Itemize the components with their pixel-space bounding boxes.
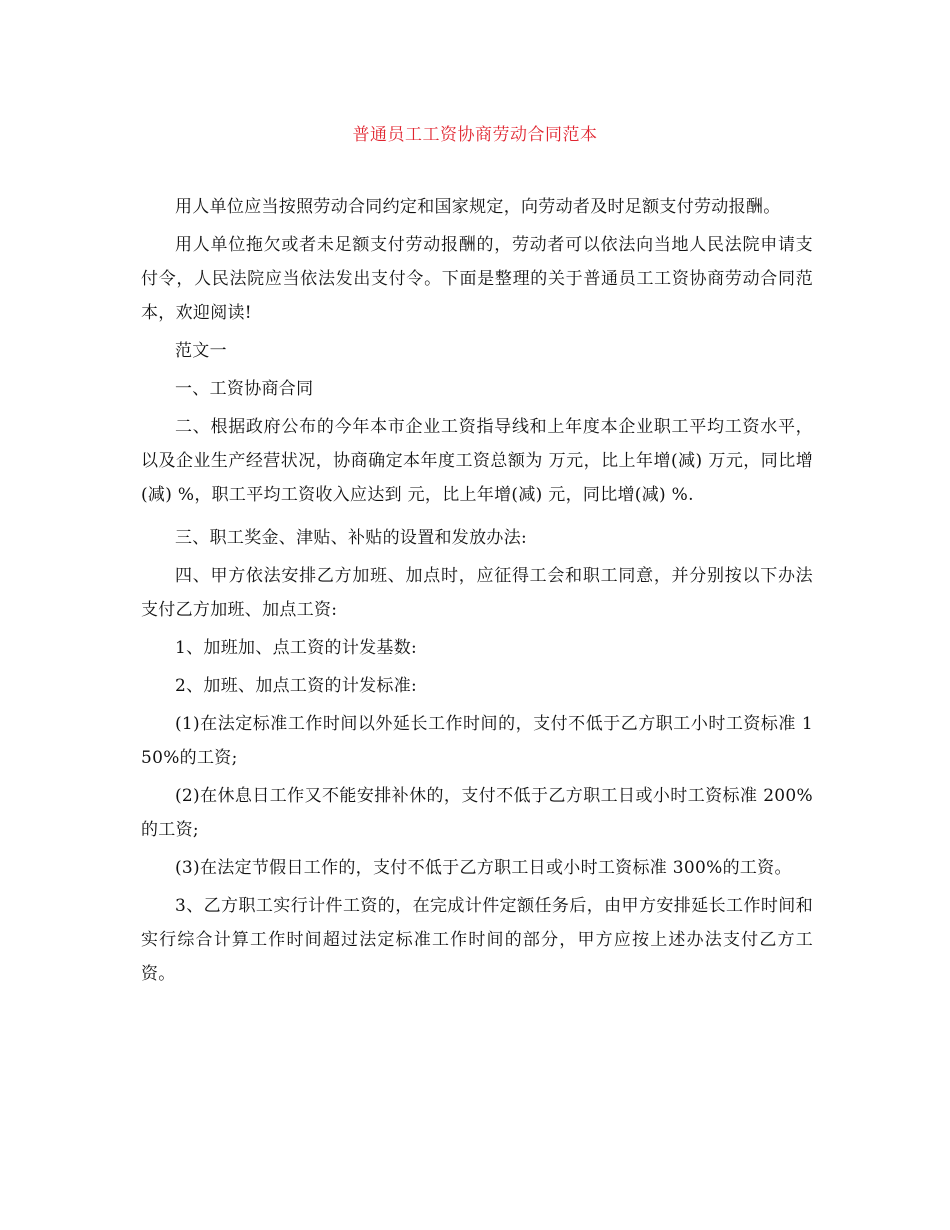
document-title: 普通员工工资协商劳动合同范本: [352, 125, 598, 145]
paragraph-intro-1: 用人单位应当按照劳动合同约定和国家规定，向劳动者及时足额支付劳动报酬。: [175, 197, 781, 217]
clause-4-item-2-sub-2: (2)在休息日工作又不能安排补休的，支付不低于乙方职工日或小时工资标准 200%的工资;: [141, 786, 813, 840]
clause-4: 四、甲方依法安排乙方加班、加点时，应征得工会和职工同意，并分别按以下办法支付乙方加班、加点工资:: [141, 566, 813, 620]
clause-3: 三、职工奖金、津贴、补贴的设置和发放办法:: [175, 528, 528, 548]
clause-4-item-3: 3、乙方职工实行计件工资的，在完成计件定额任务后，由甲方安排延长工作时间和实行综合计算工作时间超过法定标准工作时间的部分，甲方应按上述办法支付乙方工资。: [141, 896, 813, 984]
clause-2: 二、根据政府公布的今年本市企业工资指导线和上年度本企业职工平均工资水平，以及企业生产经营状况，协商确定本年度工资总额为 万元，比上年增(减) 万元，同比增(减) %，职工平均工资收入应达到 元，比上年增(减) 元，同比增(减) %.: [141, 417, 813, 505]
section-heading-sample-one: 范文一: [175, 341, 227, 361]
document-body: [141, 190, 813, 991]
clause-4-item-2-sub-1: (1)在法定标准工作时间以外延长工作时间的，支付不低于乙方职工小时工资标准 150%的工资;: [141, 714, 813, 768]
paragraph-intro-2: 用人单位拖欠或者未足额支付劳动报酬的，劳动者可以依法向当地人民法院申请支付令，人民法院应当依法发出支付令。下面是整理的关于普通员工工资协商劳动合同范本，欢迎阅读!: [141, 235, 813, 323]
clause-4-item-1: 1、加班加、点工资的计发基数:: [175, 638, 418, 658]
clause-4-item-2: 2、加班、加点工资的计发标准:: [175, 676, 418, 696]
clause-1: 一、工资协商合同: [175, 379, 314, 399]
clause-4-item-2-sub-3: (3)在法定节假日工作的，支付不低于乙方职工日或小时工资标准 300%的工资。: [175, 858, 792, 878]
